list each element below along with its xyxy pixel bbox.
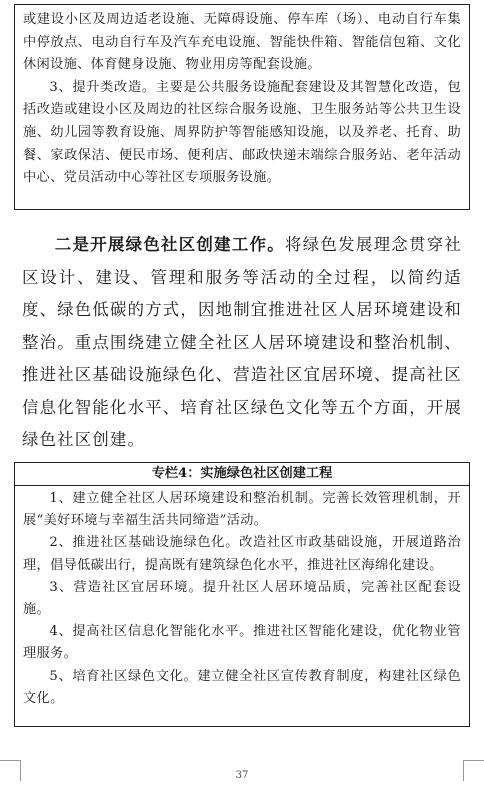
page-number: 37: [235, 770, 249, 781]
feature-item-4: 4、提高社区信息化智能化水平。推进社区智能化建设，优化物业管理服务。: [23, 624, 461, 662]
feature-item-5: 5、培育社区绿色文化。建立健全社区宣传教育制度，构建社区绿色文化。: [23, 668, 461, 706]
main-paragraph-lead: 二是开展绿色社区创建工作。: [54, 235, 286, 254]
feature-item-2: 2、推进社区基础设施绿色化。改造社区市政基础设施，开展道路治理，倡导低碳出行，提高既有建筑绿色化水平，推进社区海绵化建设。: [23, 535, 461, 573]
box1-paragraph-2: 3、提升类改造。主要是公共服务设施配套建设及其智慧化改造，包括改造或建设小区及周边的社区综合服务设施、卫生服务站等公共卫生设施、幼儿园等教育设施、周界防护等智能感知设施，以及养老、托育、助餐、家政保洁、便民市场、便利店、邮政快递末端综合服务站、老年活动中心、党员活动中心等社区专项服务设施。: [23, 79, 461, 186]
feature-item-3: 3、营造社区宜居环境。提升社区人居环境品质，完善社区配套设施。: [23, 579, 461, 618]
feature-box-body: [15, 486, 469, 710]
box1-paragraph-1: 或建设小区及周边适老设施、无障碍设施、停车库（场）、电动自行车集中停放点、电动自行车及汽车充电设施、智能快件箱、智能信包箱、文化休闲设施、体育健身设施、物业用房等配套设施。: [23, 12, 461, 73]
main-paragraph-body: 将绿色发展理念贯穿社区设计、建设、管理和服务等活动的全过程，以简约适度、绿色低碳的方式，因地制宜推进社区人居环境建设和整治。重点围绕建立健全社区人居环境建设和整治机制、推进社区基础设施绿色化、营造社区宜居环境、提高社区信息化智能化水平、培育社区绿色文化等五个方面，开展绿色社区创建。: [22, 235, 463, 449]
text-box-renovation: [14, 4, 470, 210]
main-paragraph: [22, 229, 462, 457]
feature-box-title: 专栏4：实施绿色社区创建工程: [15, 463, 469, 486]
feature-box-green-community: [14, 462, 470, 727]
feature-item-1: 1、建立健全社区人居环境建设和整治机制。完善长效管理机制，开展“美好环境与幸福生活共同缔造”活动。: [23, 491, 461, 529]
